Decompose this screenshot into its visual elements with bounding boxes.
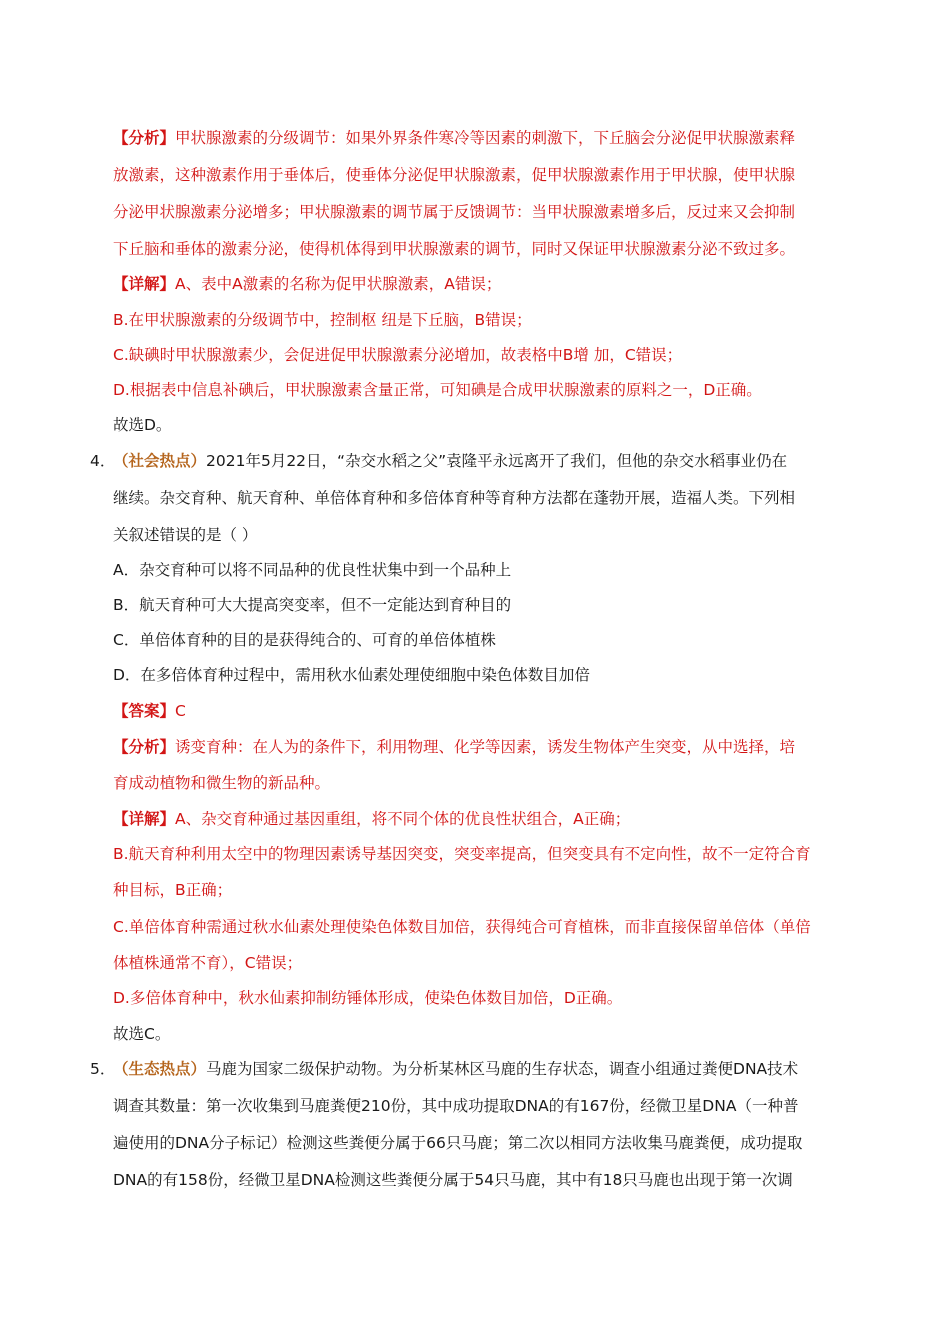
q4-detail-line-6: D.多倍体育种中，秋水仙素抑制纺锤体形成，使染色体数目加倍，D正确。	[113, 989, 623, 1007]
q3-analysis-line-1: 【分析】甲状腺激素的分级调节：如果外界条件寒冷等因素的刺激下，下丘脑会分泌促甲状腺激素释	[113, 129, 796, 147]
q3-detail-line-4: D.根据表中信息补碘后，甲状腺激素含量正常，可知碘是合成甲状腺激素的原料之一，D正确。	[113, 381, 762, 399]
q4-stem-line-1: （社会热点）2021年5月22日，“杂交水稻之父”袁隆平永远离开了我们，但他的杂交水稻事业仍在	[113, 452, 788, 470]
q4-stem-line-3: 关叙述错误的是（ ）	[113, 526, 258, 544]
q3-detail-line-2: B.在甲状腺激素的分级调节中，控制枢 纽是下丘脑，B错误；	[113, 311, 532, 329]
q3-detail-line-1: 【详解】A、表中A激素的名称为促甲状腺激素，A错误；	[113, 275, 502, 293]
q3-detail-line-3: C.缺碘时甲状腺激素少，会促进促甲状腺激素分泌增加，故表格中B增 加，C错误；	[113, 346, 683, 364]
q5-stem-line-4: DNA的有158份，经微卫星DNA检测这些粪便分属于54只马鹿，其中有18只马鹿也出现于第一次调	[113, 1171, 793, 1189]
q4-number: 4．	[90, 452, 116, 470]
q3-analysis-line-3: 分泌甲状腺激素分泌增多；甲状腺激素的调节属于反馈调节：当甲状腺激素增多后，反过来又会抑制	[113, 203, 796, 221]
q4-option-b: B．航天育种可大大提高突变率，但不一定能达到育种目的	[113, 596, 512, 614]
analysis-tag: 【分析】	[113, 129, 176, 147]
answer-tag: 【答案】	[113, 702, 176, 720]
q4-option-c: C．单倍体育种的目的是获得纯合的、可育的单倍体植株	[113, 631, 496, 649]
q3-analysis-line-4: 下丘脑和垂体的激素分泌，使得机体得到甲状腺激素的调节，同时又保证甲状腺激素分泌不致过多。	[113, 240, 796, 258]
q4-option-a: A．杂交育种可以将不同品种的优良性状集中到一个品种上	[113, 561, 512, 579]
q5-stem-line-2: 调查其数量：第一次收集到马鹿粪便210份，其中成功提取DNA的有167份，经微卫星DNA（一种普	[113, 1097, 799, 1115]
q4-analysis-line-2: 育成动植物和微生物的新品种。	[113, 774, 331, 792]
q4-topic-tag: （社会热点）	[113, 452, 207, 470]
q3-conclusion: 故选D。	[113, 416, 172, 434]
detail-tag: 【详解】	[113, 810, 176, 828]
q4-detail-line-1: 【详解】A、杂交育种通过基因重组，将不同个体的优良性状组合，A正确；	[113, 810, 631, 828]
q4-detail-line-4: C.单倍体育种需通过秋水仙素处理使染色体数目加倍，获得纯合可育植株，而非直接保留单倍体（单倍	[113, 918, 811, 936]
q4-conclusion: 故选C。	[113, 1025, 171, 1043]
q4-option-d: D．在多倍体育种过程中，需用秋水仙素处理使细胞中染色体数目加倍	[113, 666, 590, 684]
q5-stem-line-3: 遍使用的DNA分子标记）检测这些粪便分属于66只马鹿；第二次以相同方法收集马鹿粪便，成功提取	[113, 1134, 803, 1152]
q4-answer: 【答案】C	[113, 702, 186, 720]
q5-stem-line-1: （生态热点）马鹿为国家二级保护动物。为分析某林区马鹿的生存状态，调查小组通过粪便DNA技术	[113, 1060, 799, 1078]
q3-analysis-line-2: 放激素，这种激素作用于垂体后，使垂体分泌促甲状腺激素，促甲状腺激素作用于甲状腺，使甲状腺	[113, 166, 796, 184]
q4-stem-line-2: 继续。杂交育种、航天育种、单倍体育种和多倍体育种等育种方法都在蓬勃开展，造福人类。下列相	[113, 489, 796, 507]
q4-detail-line-5: 体植株通常不育），C错误；	[113, 954, 303, 972]
q5-topic-tag: （生态热点）	[113, 1060, 207, 1078]
q5-number: 5．	[90, 1060, 116, 1078]
analysis-tag: 【分析】	[113, 738, 176, 756]
q4-detail-line-2: B.航天育种利用太空中的物理因素诱导基因突变，突变率提高，但突变具有不定向性，故不一定符合育	[113, 845, 811, 863]
detail-tag: 【详解】	[113, 275, 176, 293]
q4-detail-line-3: 种目标，B正确；	[113, 881, 233, 899]
q4-analysis-line-1: 【分析】诱变育种：在人为的条件下，利用物理、化学等因素，诱发生物体产生突变，从中选择，培	[113, 738, 796, 756]
